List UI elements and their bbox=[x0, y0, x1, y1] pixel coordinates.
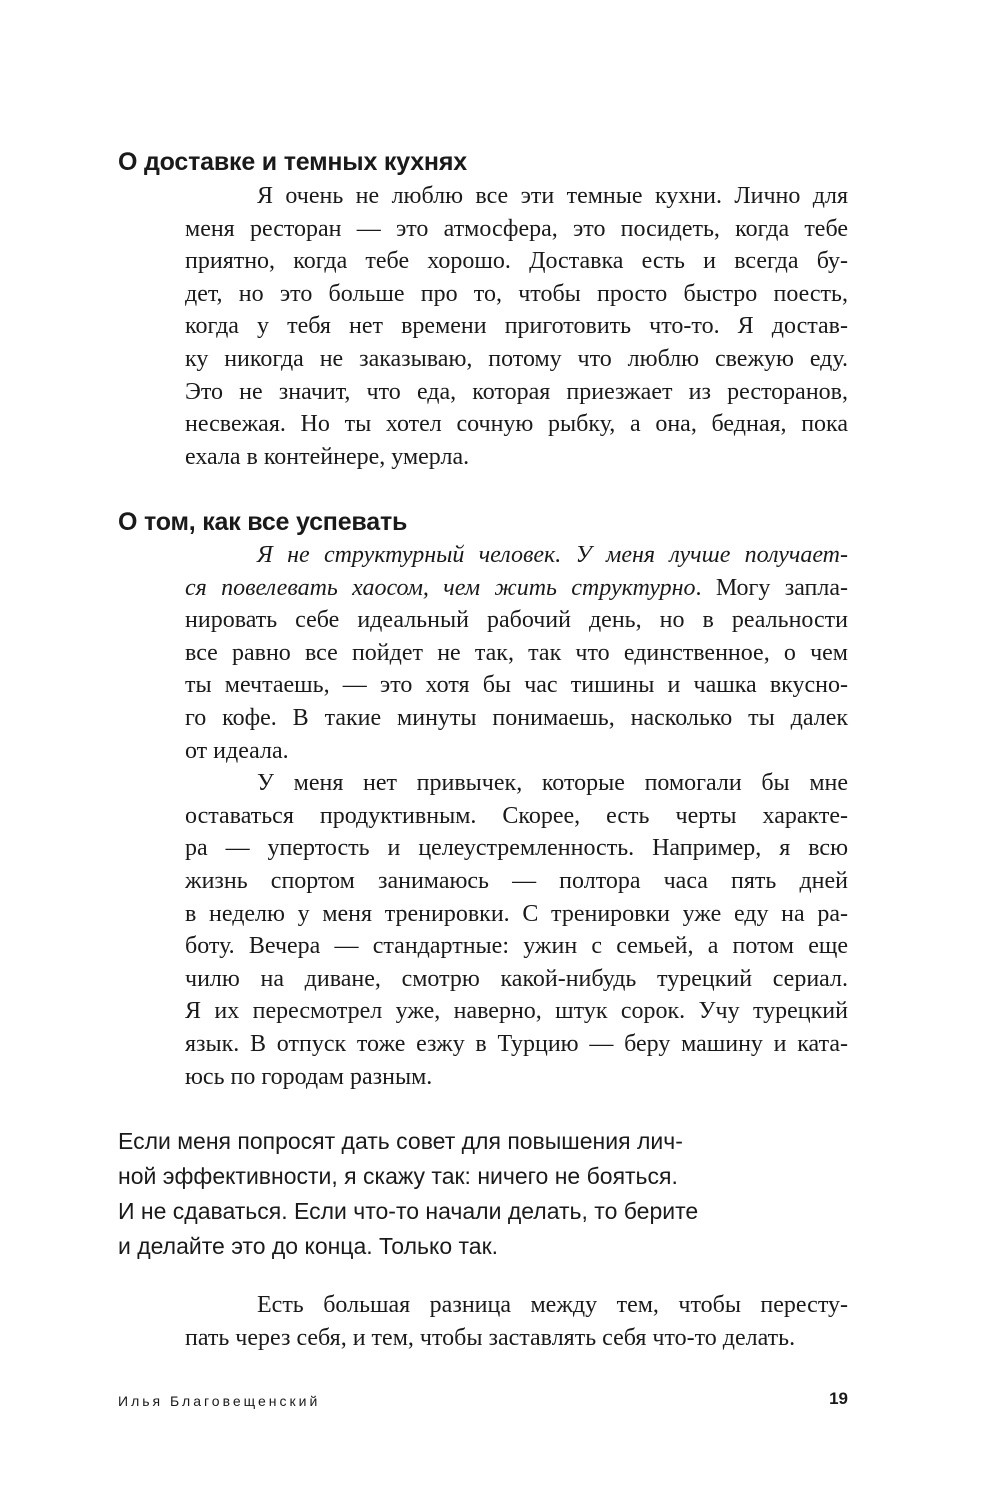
text-line: Я очень не люблю все эти темные кухни. Лично для bbox=[257, 183, 848, 209]
text-line: пать через себя, и тем, чтобы заставлять себя что-то делать. bbox=[185, 1324, 796, 1351]
section-body-time-management bbox=[185, 539, 848, 1093]
text-line: несвежая. Но ты хотел сочную рыбку, а она, бедная, пока bbox=[185, 411, 848, 438]
text-line: ра — упертость и целеустремленность. Например, я всю bbox=[185, 835, 848, 862]
text-line: все равно все пойдет не так, так что единственное, о чем bbox=[185, 639, 848, 666]
text-line: Если меня попросят дать совет для повышения лич- bbox=[118, 1128, 683, 1154]
text-line: нировать себе идеальный рабочий день, но в реальности bbox=[185, 607, 848, 634]
text-line: Я их пересмотрел уже, наверно, штук сорок. Учу турецкий bbox=[185, 998, 848, 1025]
text-line-italic: Я не структурный человек. У меня лучше получает- bbox=[257, 542, 848, 568]
text-line: боту. Вечера — стандартные: ужин с семьей, а потом еще bbox=[185, 933, 848, 960]
text-line: ной эффективности, я скажу так: ничего не бояться. bbox=[118, 1163, 678, 1189]
text-line: го кофе. В такие минуты понимаешь, насколько ты далек bbox=[185, 704, 848, 731]
text-line: когда у тебя нет времени приготовить что-то. Я достав- bbox=[185, 313, 848, 340]
text-line: Это не значит, что еда, которая приезжает из ресторанов, bbox=[185, 378, 848, 405]
section-body-delivery bbox=[185, 180, 848, 473]
text-line: оставаться продуктивным. Скорее, есть черты характе- bbox=[185, 802, 848, 829]
text-line: приятно, когда тебе хорошо. Доставка есть и всегда бу- bbox=[185, 248, 848, 275]
closing-block bbox=[185, 1289, 848, 1354]
text-line: жизнь спортом занимаюсь — полтора часа пять дней bbox=[185, 867, 848, 894]
text-line: юсь по городам разным. bbox=[185, 1063, 433, 1090]
page-number: 19 bbox=[829, 1389, 848, 1408]
advice-block bbox=[118, 1124, 748, 1264]
text-line: в неделю у меня тренировки. С тренировки уже еду на ра- bbox=[185, 900, 848, 927]
italic-phrase: ся повелевать хаосом, чем жить структурно bbox=[185, 574, 696, 601]
text-line: И не сдаваться. Если что-то начали делать, то берите bbox=[118, 1198, 699, 1224]
text-line: и делайте это до конца. Только так. bbox=[118, 1233, 499, 1259]
text-line: ку никогда не заказываю, потому что люблю свежую еду. bbox=[185, 345, 848, 372]
section-heading-time-management: О том, как все успевать bbox=[118, 508, 408, 536]
text-line-rest: . Могу запла- bbox=[695, 574, 849, 601]
text-line: от идеала. bbox=[185, 737, 289, 764]
text-line: ты мечтаешь, — это хотя бы час тишины и чашка вкусно- bbox=[185, 672, 848, 699]
section-heading-delivery: О доставке и темных кухнях bbox=[118, 148, 467, 176]
text-line: меня ресторан — это атмосфера, это посидеть, когда тебе bbox=[185, 215, 848, 242]
text-line: чилю на диване, смотрю какой-нибудь турецкий сериал. bbox=[185, 965, 848, 992]
text-line: язык. В отпуск тоже езжу в Турцию — беру машину и ката- bbox=[185, 1030, 848, 1057]
footer-author: Илья Благовещенский bbox=[118, 1393, 321, 1409]
text-line: Есть большая разница между тем, чтобы пересту- bbox=[257, 1292, 848, 1318]
text-line: У меня нет привычек, которые помогали бы мне bbox=[257, 770, 848, 797]
text-line: ехала в контейнере, умерла. bbox=[185, 443, 470, 470]
text-line bbox=[185, 572, 848, 605]
text-line: дет, но это больше про то, чтобы просто быстро поесть, bbox=[185, 280, 848, 307]
